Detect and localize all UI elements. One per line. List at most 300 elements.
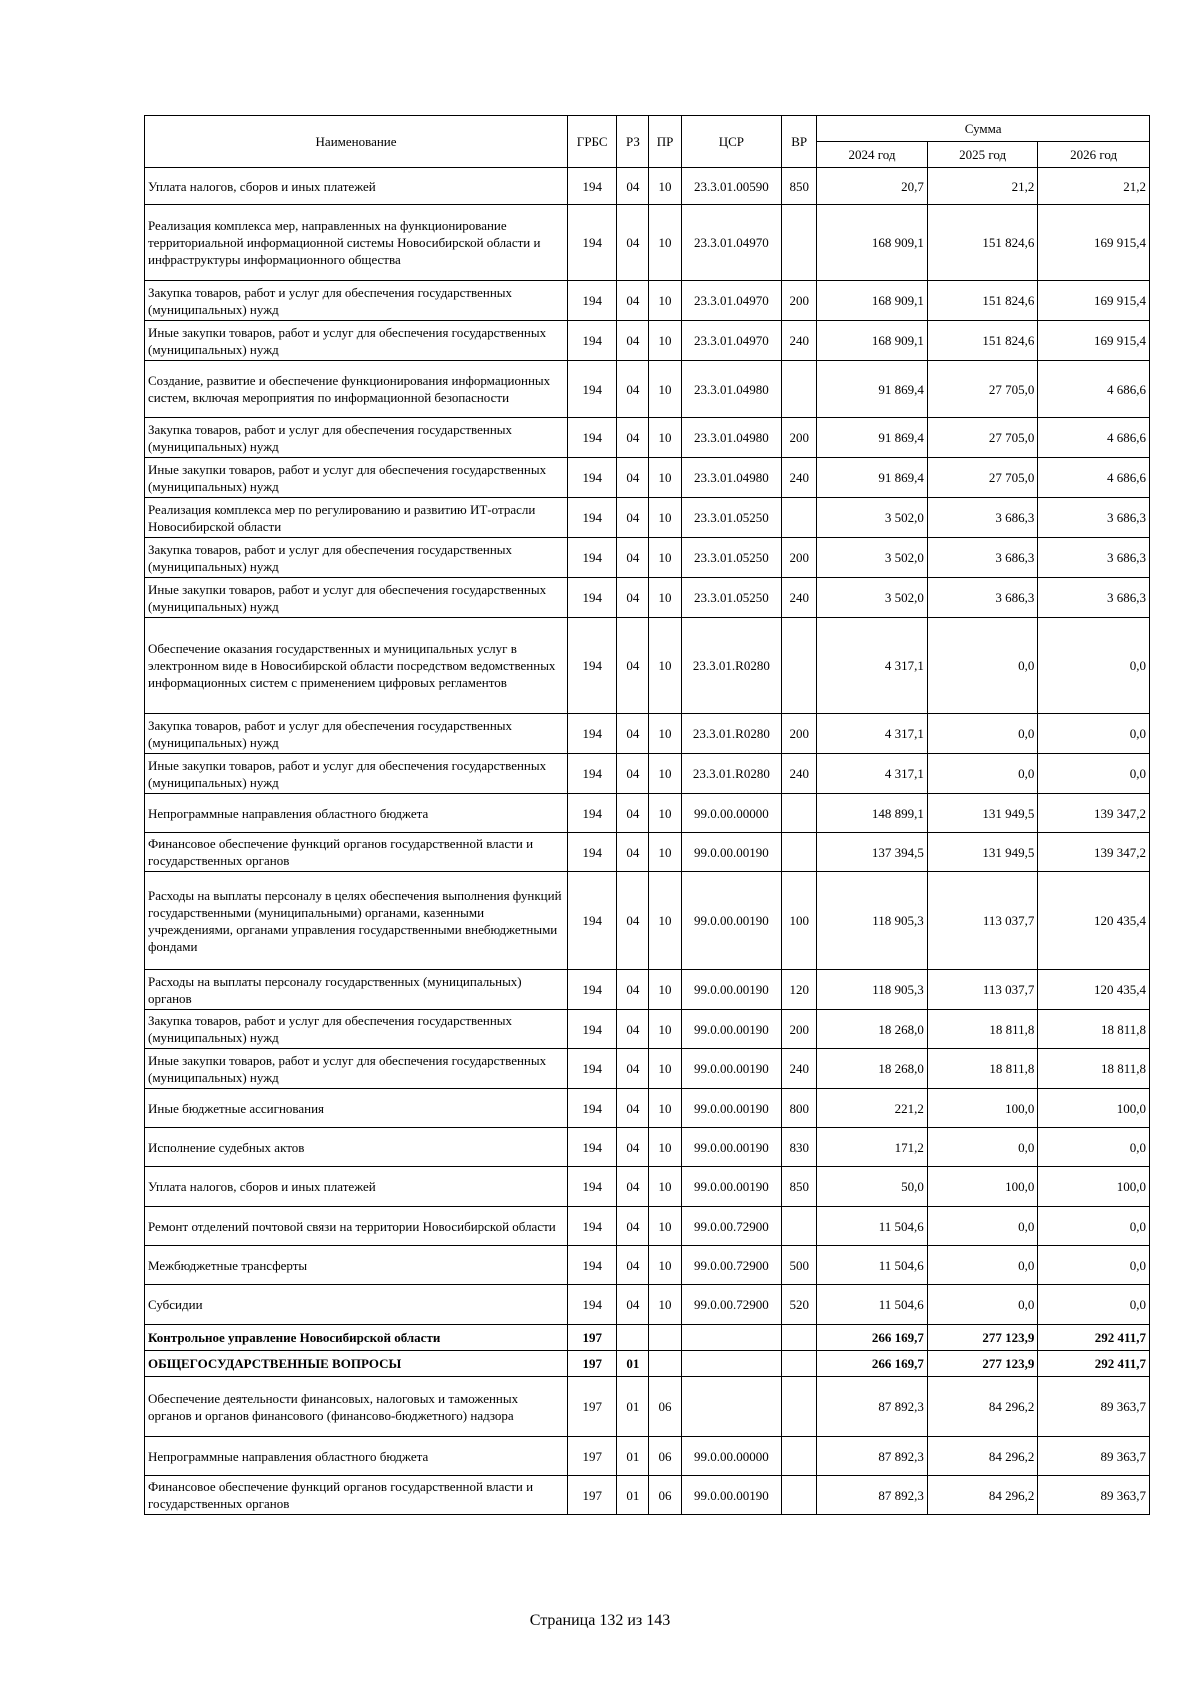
cell-pr: 06 [649, 1437, 681, 1476]
table-row [145, 1325, 1150, 1351]
cell-name: Закупка товаров, работ и услуг для обеспечения государственных (муниципальных) нужд [145, 538, 568, 578]
cell-vr [782, 1207, 817, 1246]
cell-y2024: 3 502,0 [817, 498, 928, 538]
cell-y2024: 18 268,0 [817, 1049, 928, 1089]
cell-grbs: 194 [568, 1246, 617, 1285]
cell-csr: 99.0.00.00190 [681, 1476, 781, 1515]
cell-name: Реализация комплекса мер по регулированию и развитию ИТ-отрасли Новосибирской области [145, 498, 568, 538]
cell-vr [782, 1351, 817, 1377]
cell-name: ОБЩЕГОСУДАРСТВЕННЫЕ ВОПРОСЫ [145, 1351, 568, 1377]
cell-rz: 04 [617, 1207, 649, 1246]
header-2025: 2025 год [927, 142, 1038, 168]
cell-vr: 200 [782, 714, 817, 754]
cell-y2025: 3 686,3 [927, 498, 1038, 538]
cell-rz: 01 [617, 1351, 649, 1377]
table-row [145, 1246, 1150, 1285]
cell-vr [782, 618, 817, 714]
cell-y2025: 113 037,7 [927, 970, 1038, 1010]
cell-rz: 04 [617, 578, 649, 618]
cell-csr: 99.0.00.00000 [681, 1437, 781, 1476]
cell-vr: 200 [782, 281, 817, 321]
cell-rz: 04 [617, 498, 649, 538]
cell-pr: 10 [649, 321, 681, 361]
cell-y2025: 131 949,5 [927, 794, 1038, 833]
cell-y2025: 100,0 [927, 1089, 1038, 1128]
header-vr: ВР [782, 116, 817, 168]
cell-y2024: 3 502,0 [817, 578, 928, 618]
cell-pr: 10 [649, 361, 681, 418]
cell-pr: 10 [649, 1167, 681, 1207]
header-2024: 2024 год [817, 142, 928, 168]
cell-csr: 23.3.01.04970 [681, 321, 781, 361]
cell-y2024: 168 909,1 [817, 205, 928, 281]
table-row [145, 321, 1150, 361]
cell-grbs: 197 [568, 1437, 617, 1476]
cell-pr: 10 [649, 754, 681, 794]
cell-y2024: 266 169,7 [817, 1325, 928, 1351]
cell-csr: 99.0.00.00190 [681, 872, 781, 970]
cell-pr: 10 [649, 1207, 681, 1246]
cell-vr: 850 [782, 1167, 817, 1207]
cell-pr: 10 [649, 418, 681, 458]
cell-rz: 04 [617, 872, 649, 970]
cell-y2024: 87 892,3 [817, 1476, 928, 1515]
cell-pr: 10 [649, 578, 681, 618]
cell-name: Закупка товаров, работ и услуг для обеспечения государственных (муниципальных) нужд [145, 1010, 568, 1049]
cell-y2026: 0,0 [1038, 714, 1150, 754]
cell-y2024: 87 892,3 [817, 1377, 928, 1437]
table-row [145, 754, 1150, 794]
cell-y2026: 3 686,3 [1038, 578, 1150, 618]
cell-grbs: 194 [568, 1128, 617, 1167]
table-row [145, 618, 1150, 714]
table-row [145, 1010, 1150, 1049]
cell-y2026: 139 347,2 [1038, 794, 1150, 833]
cell-csr: 99.0.00.00190 [681, 1049, 781, 1089]
table-row [145, 1437, 1150, 1476]
cell-y2025: 27 705,0 [927, 361, 1038, 418]
cell-rz: 04 [617, 714, 649, 754]
table-row [145, 970, 1150, 1010]
cell-y2025: 84 296,2 [927, 1437, 1038, 1476]
cell-csr [681, 1325, 781, 1351]
cell-pr: 10 [649, 618, 681, 714]
cell-rz: 04 [617, 618, 649, 714]
header-sum: Сумма [817, 116, 1150, 142]
cell-y2024: 91 869,4 [817, 361, 928, 418]
cell-y2025: 0,0 [927, 714, 1038, 754]
cell-csr: 99.0.00.72900 [681, 1207, 781, 1246]
header-2026: 2026 год [1038, 142, 1150, 168]
header-rz: РЗ [617, 116, 649, 168]
cell-grbs: 194 [568, 754, 617, 794]
cell-y2025: 0,0 [927, 1128, 1038, 1167]
cell-y2026: 120 435,4 [1038, 872, 1150, 970]
cell-vr [782, 1325, 817, 1351]
cell-name: Обеспечение оказания государственных и муниципальных услуг в электронном виде в Новосибирской области посредством ведомственных информационных систем с применением цифровых регламентов [145, 618, 568, 714]
cell-grbs: 194 [568, 970, 617, 1010]
cell-name: Непрограммные направления областного бюджета [145, 1437, 568, 1476]
cell-rz: 04 [617, 458, 649, 498]
cell-rz: 04 [617, 1089, 649, 1128]
table-row [145, 1476, 1150, 1515]
cell-grbs: 194 [568, 168, 617, 205]
cell-y2025: 0,0 [927, 754, 1038, 794]
cell-vr: 240 [782, 578, 817, 618]
cell-grbs: 194 [568, 1285, 617, 1325]
cell-y2026: 0,0 [1038, 1128, 1150, 1167]
cell-vr: 240 [782, 754, 817, 794]
cell-vr: 240 [782, 458, 817, 498]
cell-pr: 10 [649, 281, 681, 321]
cell-name: Закупка товаров, работ и услуг для обеспечения государственных (муниципальных) нужд [145, 714, 568, 754]
cell-rz: 04 [617, 538, 649, 578]
table-body [145, 168, 1150, 1515]
cell-y2026: 89 363,7 [1038, 1437, 1150, 1476]
cell-y2025: 27 705,0 [927, 458, 1038, 498]
cell-y2026: 3 686,3 [1038, 538, 1150, 578]
cell-vr: 200 [782, 1010, 817, 1049]
header-pr: ПР [649, 116, 681, 168]
page-number: Страница 132 из 143 [529, 1612, 671, 1629]
cell-vr [782, 794, 817, 833]
cell-rz: 04 [617, 833, 649, 872]
cell-y2024: 91 869,4 [817, 458, 928, 498]
table-row [145, 1167, 1150, 1207]
cell-csr: 23.3.01.04980 [681, 458, 781, 498]
cell-rz: 01 [617, 1476, 649, 1515]
cell-y2025: 3 686,3 [927, 538, 1038, 578]
cell-y2025: 131 949,5 [927, 833, 1038, 872]
cell-grbs: 194 [568, 498, 617, 538]
cell-csr: 23.3.01.04980 [681, 418, 781, 458]
cell-y2026: 0,0 [1038, 1285, 1150, 1325]
cell-grbs: 194 [568, 1010, 617, 1049]
cell-rz: 04 [617, 1246, 649, 1285]
cell-grbs: 194 [568, 418, 617, 458]
cell-y2026: 0,0 [1038, 1207, 1150, 1246]
cell-y2024: 91 869,4 [817, 418, 928, 458]
cell-csr: 23.3.01.04970 [681, 281, 781, 321]
cell-rz: 04 [617, 281, 649, 321]
cell-y2026: 120 435,4 [1038, 970, 1150, 1010]
cell-grbs: 197 [568, 1476, 617, 1515]
cell-grbs: 194 [568, 538, 617, 578]
cell-csr: 99.0.00.00190 [681, 1089, 781, 1128]
header-csr: ЦСР [681, 116, 781, 168]
cell-y2025: 0,0 [927, 1246, 1038, 1285]
table-row [145, 1377, 1150, 1437]
cell-y2024: 148 899,1 [817, 794, 928, 833]
cell-y2026: 100,0 [1038, 1089, 1150, 1128]
cell-grbs: 194 [568, 872, 617, 970]
cell-y2024: 18 268,0 [817, 1010, 928, 1049]
cell-pr: 10 [649, 168, 681, 205]
cell-csr [681, 1351, 781, 1377]
cell-y2026: 169 915,4 [1038, 281, 1150, 321]
cell-y2024: 11 504,6 [817, 1285, 928, 1325]
budget-table [144, 115, 1150, 1515]
table-row [145, 538, 1150, 578]
cell-pr: 10 [649, 1285, 681, 1325]
cell-y2025: 113 037,7 [927, 872, 1038, 970]
cell-y2024: 168 909,1 [817, 321, 928, 361]
cell-grbs: 194 [568, 794, 617, 833]
cell-vr: 520 [782, 1285, 817, 1325]
cell-vr: 240 [782, 321, 817, 361]
table-row [145, 578, 1150, 618]
cell-csr: 23.3.01.R0280 [681, 754, 781, 794]
cell-rz: 01 [617, 1437, 649, 1476]
cell-csr: 23.3.01.00590 [681, 168, 781, 205]
cell-y2026: 3 686,3 [1038, 498, 1150, 538]
cell-csr: 99.0.00.00000 [681, 794, 781, 833]
cell-y2026: 0,0 [1038, 754, 1150, 794]
cell-y2024: 4 317,1 [817, 754, 928, 794]
cell-rz: 04 [617, 321, 649, 361]
cell-grbs: 194 [568, 714, 617, 754]
cell-y2024: 4 317,1 [817, 618, 928, 714]
cell-pr: 10 [649, 794, 681, 833]
cell-grbs: 197 [568, 1325, 617, 1351]
cell-name: Иные бюджетные ассигнования [145, 1089, 568, 1128]
cell-name: Межбюджетные трансферты [145, 1246, 568, 1285]
cell-y2024: 221,2 [817, 1089, 928, 1128]
table-row [145, 1207, 1150, 1246]
cell-rz: 04 [617, 361, 649, 418]
cell-y2024: 20,7 [817, 168, 928, 205]
cell-y2026: 4 686,6 [1038, 361, 1150, 418]
cell-y2024: 87 892,3 [817, 1437, 928, 1476]
table-row [145, 1089, 1150, 1128]
table-row [145, 361, 1150, 418]
cell-grbs: 194 [568, 205, 617, 281]
cell-y2024: 266 169,7 [817, 1351, 928, 1377]
cell-pr: 10 [649, 872, 681, 970]
cell-y2026: 292 411,7 [1038, 1325, 1150, 1351]
cell-y2026: 18 811,8 [1038, 1010, 1150, 1049]
cell-y2025: 21,2 [927, 168, 1038, 205]
cell-y2024: 118 905,3 [817, 872, 928, 970]
cell-y2024: 168 909,1 [817, 281, 928, 321]
cell-pr: 10 [649, 970, 681, 1010]
cell-rz: 04 [617, 1167, 649, 1207]
cell-name: Иные закупки товаров, работ и услуг для обеспечения государственных (муниципальных) нужд [145, 458, 568, 498]
cell-vr [782, 1377, 817, 1437]
cell-grbs: 194 [568, 1167, 617, 1207]
cell-grbs: 194 [568, 361, 617, 418]
table-row [145, 833, 1150, 872]
cell-rz: 04 [617, 1010, 649, 1049]
cell-y2026: 4 686,6 [1038, 418, 1150, 458]
cell-y2025: 0,0 [927, 1207, 1038, 1246]
cell-y2025: 0,0 [927, 618, 1038, 714]
cell-grbs: 194 [568, 618, 617, 714]
cell-y2026: 18 811,8 [1038, 1049, 1150, 1089]
table-row [145, 205, 1150, 281]
table-row [145, 872, 1150, 970]
cell-y2025: 100,0 [927, 1167, 1038, 1207]
cell-y2025: 84 296,2 [927, 1377, 1038, 1437]
cell-y2026: 139 347,2 [1038, 833, 1150, 872]
cell-grbs: 194 [568, 281, 617, 321]
cell-name: Иные закупки товаров, работ и услуг для обеспечения государственных (муниципальных) нужд [145, 578, 568, 618]
cell-y2024: 11 504,6 [817, 1246, 928, 1285]
cell-pr: 10 [649, 205, 681, 281]
cell-grbs: 194 [568, 1089, 617, 1128]
cell-y2026: 0,0 [1038, 1246, 1150, 1285]
cell-pr: 10 [649, 1089, 681, 1128]
cell-pr: 10 [649, 1128, 681, 1167]
cell-name: Финансовое обеспечение функций органов государственной власти и государственных органов [145, 1476, 568, 1515]
header-grbs: ГРБС [568, 116, 617, 168]
cell-name: Расходы на выплаты персоналу государственных (муниципальных) органов [145, 970, 568, 1010]
cell-name: Субсидии [145, 1285, 568, 1325]
cell-grbs: 197 [568, 1351, 617, 1377]
cell-vr [782, 361, 817, 418]
cell-name: Иные закупки товаров, работ и услуг для обеспечения государственных (муниципальных) нужд [145, 754, 568, 794]
cell-vr: 500 [782, 1246, 817, 1285]
cell-name: Уплата налогов, сборов и иных платежей [145, 168, 568, 205]
cell-pr: 10 [649, 714, 681, 754]
cell-name: Контрольное управление Новосибирской области [145, 1325, 568, 1351]
cell-y2026: 89 363,7 [1038, 1476, 1150, 1515]
cell-rz: 04 [617, 754, 649, 794]
cell-y2024: 50,0 [817, 1167, 928, 1207]
cell-y2025: 3 686,3 [927, 578, 1038, 618]
cell-vr: 120 [782, 970, 817, 1010]
cell-pr: 06 [649, 1476, 681, 1515]
cell-name: Финансовое обеспечение функций органов государственной власти и государственных органов [145, 833, 568, 872]
cell-rz: 04 [617, 1128, 649, 1167]
cell-y2025: 151 824,6 [927, 281, 1038, 321]
cell-csr: 23.3.01.05250 [681, 498, 781, 538]
cell-y2026: 0,0 [1038, 618, 1150, 714]
cell-y2024: 137 394,5 [817, 833, 928, 872]
cell-vr [782, 1437, 817, 1476]
cell-name: Расходы на выплаты персоналу в целях обеспечения выполнения функций государственными (муниципальными) органами, казенными учреждениями, органами управления государственными внебюджетными фондами [145, 872, 568, 970]
cell-vr [782, 205, 817, 281]
cell-csr: 23.3.01.05250 [681, 578, 781, 618]
cell-csr: 99.0.00.00190 [681, 1128, 781, 1167]
cell-y2026: 292 411,7 [1038, 1351, 1150, 1377]
cell-pr: 10 [649, 1010, 681, 1049]
cell-pr: 10 [649, 498, 681, 538]
cell-vr: 850 [782, 168, 817, 205]
cell-y2026: 100,0 [1038, 1167, 1150, 1207]
cell-rz: 04 [617, 418, 649, 458]
cell-y2026: 169 915,4 [1038, 321, 1150, 361]
table-row [145, 1049, 1150, 1089]
cell-y2024: 3 502,0 [817, 538, 928, 578]
cell-csr: 23.3.01.R0280 [681, 618, 781, 714]
cell-csr: 99.0.00.72900 [681, 1246, 781, 1285]
cell-csr: 99.0.00.00190 [681, 833, 781, 872]
table-row [145, 1351, 1150, 1377]
cell-csr: 99.0.00.72900 [681, 1285, 781, 1325]
table-row [145, 418, 1150, 458]
cell-vr [782, 498, 817, 538]
cell-y2024: 4 317,1 [817, 714, 928, 754]
cell-y2025: 277 123,9 [927, 1351, 1038, 1377]
cell-pr: 10 [649, 458, 681, 498]
cell-grbs: 194 [568, 1207, 617, 1246]
cell-rz: 01 [617, 1377, 649, 1437]
cell-rz: 04 [617, 1285, 649, 1325]
table-row [145, 1128, 1150, 1167]
cell-grbs: 194 [568, 1049, 617, 1089]
cell-pr: 10 [649, 1246, 681, 1285]
cell-y2025: 18 811,8 [927, 1010, 1038, 1049]
cell-rz [617, 1325, 649, 1351]
cell-csr: 99.0.00.00190 [681, 1167, 781, 1207]
table-row [145, 794, 1150, 833]
cell-vr: 800 [782, 1089, 817, 1128]
cell-pr: 06 [649, 1377, 681, 1437]
cell-y2025: 84 296,2 [927, 1476, 1038, 1515]
cell-vr: 830 [782, 1128, 817, 1167]
table-row [145, 498, 1150, 538]
cell-pr: 10 [649, 833, 681, 872]
cell-grbs: 194 [568, 321, 617, 361]
cell-y2025: 18 811,8 [927, 1049, 1038, 1089]
cell-y2026: 89 363,7 [1038, 1377, 1150, 1437]
cell-name: Ремонт отделений почтовой связи на территории Новосибирской области [145, 1207, 568, 1246]
cell-rz: 04 [617, 205, 649, 281]
cell-vr: 200 [782, 418, 817, 458]
table-row [145, 281, 1150, 321]
cell-pr [649, 1351, 681, 1377]
cell-y2024: 118 905,3 [817, 970, 928, 1010]
cell-csr: 23.3.01.05250 [681, 538, 781, 578]
cell-y2026: 169 915,4 [1038, 205, 1150, 281]
cell-y2026: 21,2 [1038, 168, 1150, 205]
cell-csr: 23.3.01.04980 [681, 361, 781, 418]
table-row [145, 458, 1150, 498]
cell-csr: 99.0.00.00190 [681, 1010, 781, 1049]
cell-vr: 100 [782, 872, 817, 970]
cell-rz: 04 [617, 970, 649, 1010]
cell-pr: 10 [649, 538, 681, 578]
cell-y2026: 4 686,6 [1038, 458, 1150, 498]
cell-rz: 04 [617, 168, 649, 205]
cell-name: Иные закупки товаров, работ и услуг для обеспечения государственных (муниципальных) нужд [145, 1049, 568, 1089]
cell-name: Непрограммные направления областного бюджета [145, 794, 568, 833]
cell-y2024: 11 504,6 [817, 1207, 928, 1246]
cell-pr: 10 [649, 1049, 681, 1089]
cell-y2025: 27 705,0 [927, 418, 1038, 458]
cell-csr: 23.3.01.R0280 [681, 714, 781, 754]
cell-csr: 99.0.00.00190 [681, 970, 781, 1010]
cell-name: Иные закупки товаров, работ и услуг для обеспечения государственных (муниципальных) нужд [145, 321, 568, 361]
cell-vr: 200 [782, 538, 817, 578]
cell-csr [681, 1377, 781, 1437]
cell-rz: 04 [617, 794, 649, 833]
cell-name: Закупка товаров, работ и услуг для обеспечения государственных (муниципальных) нужд [145, 281, 568, 321]
cell-vr [782, 1476, 817, 1515]
cell-y2025: 277 123,9 [927, 1325, 1038, 1351]
cell-name: Закупка товаров, работ и услуг для обеспечения государственных (муниципальных) нужд [145, 418, 568, 458]
cell-grbs: 197 [568, 1377, 617, 1437]
table-row [145, 168, 1150, 205]
cell-name: Реализация комплекса мер, направленных на функционирование территориальной информационной системы Новосибирской области и инфраструктуры информационного общества [145, 205, 568, 281]
table-row [145, 1285, 1150, 1325]
cell-csr: 23.3.01.04970 [681, 205, 781, 281]
cell-name: Уплата налогов, сборов и иных платежей [145, 1167, 568, 1207]
cell-grbs: 194 [568, 833, 617, 872]
cell-grbs: 194 [568, 578, 617, 618]
cell-grbs: 194 [568, 458, 617, 498]
